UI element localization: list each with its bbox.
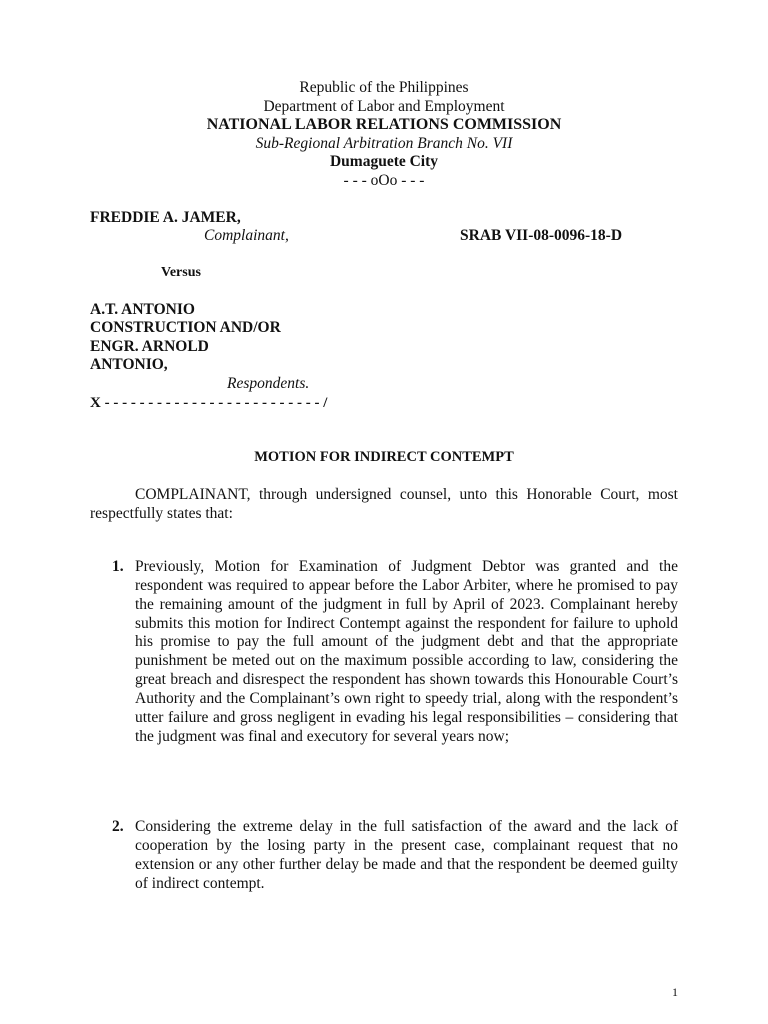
header-republic: Republic of the Philippines (299, 79, 469, 96)
paragraph-number: 2. (112, 818, 124, 835)
respondent-line-4: ANTONIO, (90, 356, 168, 373)
complainant-role: Complainant, (204, 227, 289, 244)
numbered-paragraph (90, 558, 678, 746)
header-commission: NATIONAL LABOR RELATIONS COMMISSION (206, 116, 562, 134)
respondent-role: Respondents. (227, 375, 310, 392)
numbered-paragraph (90, 818, 678, 893)
header-ornament: - - - oOo - - - (343, 171, 425, 189)
document-title: MOTION FOR INDIRECT CONTEMPT (254, 449, 514, 465)
intro-paragraph: COMPLAINANT, through undersigned counsel, unto this Honorable Court, most respectfully states that: (90, 486, 678, 522)
document-header (0, 79, 768, 191)
header-city: Dumaguete City (329, 153, 439, 171)
paragraph-number: 1. (112, 558, 124, 575)
complainant-name: FREDDIE A. JAMER, (90, 209, 241, 226)
respondent-line-3: ENGR. ARNOLD (90, 338, 209, 355)
header-branch: Sub-Regional Arbitration Branch No. VII (255, 134, 513, 152)
page-number: 1 (672, 985, 678, 999)
header-department: Department of Labor and Employment (263, 97, 505, 115)
paragraph-text: Considering the extreme delay in the full satisfaction of the award and the lack of cooperation by the losing party in the present case, complainant request that no extension or any other further delay be made and that the respondent be deemed guilty of indirect contempt. (135, 818, 678, 892)
paragraph-text: Previously, Motion for Examination of Judgment Debtor was granted and the respondent was required to appear before the Labor Arbiter, where he promised to pay the remaining amount of the judgment in full by April of 2023. Complainant hereby submits this motion for Indirect Contempt against the respondent for failure to uphold his promise to pay the full amount of the judgment debt and that the appropriate punishment be meted out on the maximum possible according to law, considering the great breach and disrespect the respondent has shown towards this Honourable Court’s Authority and the Complainant’s own right to speedy trial, along with the respondent’s utter failure and gross negligent in evading his legal responsibilities – considering that the judgment was final and executory for several years now; (135, 558, 678, 745)
respondent-line-2: CONSTRUCTION AND/OR (90, 319, 281, 336)
respondent-line-1: A.T. ANTONIO (90, 301, 195, 318)
case-number: SRAB VII-08-0096-18-D (460, 227, 623, 244)
caption-separator: X - - - - - - - - - - - - - - - - - - - - - - - - - / (90, 395, 328, 411)
versus-label: Versus (161, 265, 201, 280)
